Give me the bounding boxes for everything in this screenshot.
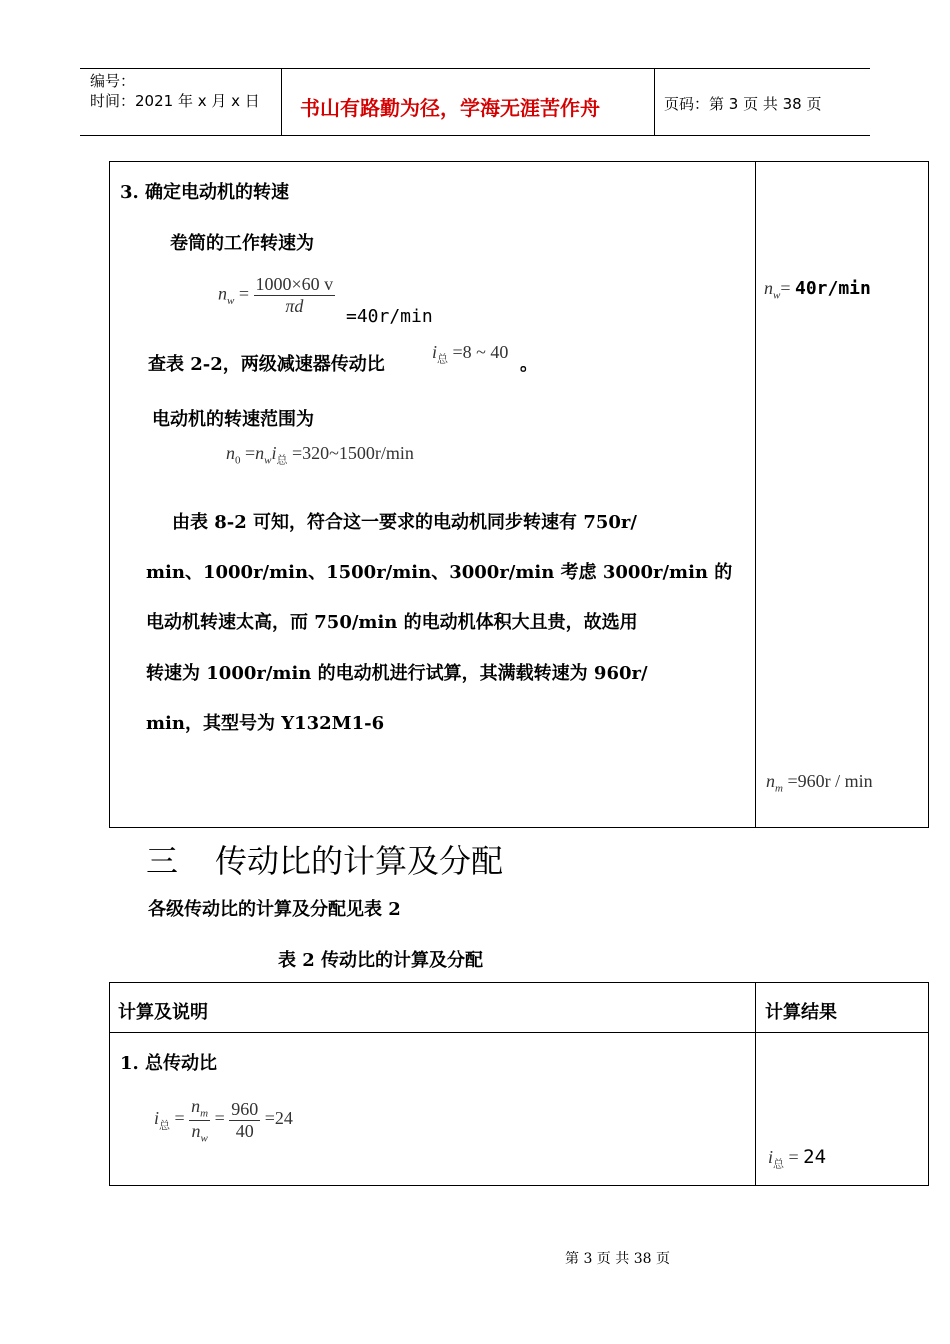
header-number-label: 编号： (90, 72, 136, 90)
nw-numerator: 1000×60 v (255, 274, 334, 294)
ratio-line-prefix: 查表 2-2，两级减速器传动比 (148, 354, 385, 375)
ratio-value: =8 ~ 40 (452, 342, 509, 362)
paragraph-line-5: min，其型号为 Y132M1-6 (146, 713, 385, 734)
paragraph-line-3: 电动机转速太高，而 750/min 的电动机体积大且贵，故选用 (146, 612, 638, 633)
nw-sub: w (227, 295, 235, 308)
nw-denominator: πd (285, 296, 304, 316)
ratio-line (148, 350, 385, 376)
total-ratio-result-value: 24 (803, 1146, 827, 1168)
table2-item-title: 1. 总传动比 (120, 1053, 218, 1074)
nw-symbol: n (218, 283, 227, 304)
total-ratio-formula-result: =24 (264, 1108, 293, 1129)
table2-col1-header: 计算及说明 (118, 1002, 208, 1023)
footer-page-number: 第 3 页 共 38 页 (565, 1251, 670, 1267)
nw-formula: $n_w$ = $\frac{1000\times 60 v}{\pi d}$ (218, 274, 334, 316)
section-number: 三 (146, 842, 179, 880)
result-nw-value: 40r/min (795, 278, 871, 299)
section-title: 传动比的计算及分配 (215, 842, 504, 880)
motor-range-line: 电动机的转速范围为 (152, 409, 314, 430)
ratio-fraction-symbols: $\frac{n_m}{n_w}$ (191, 1096, 209, 1145)
header-page-info: 页码：第 3 页 共 38 页 (664, 95, 822, 113)
ratio-fraction-numbers: $\frac{960}{40}$ (231, 1098, 259, 1141)
result-nw: $n_w= 40r/\min$ (764, 278, 871, 302)
total-ratio-formula: $i_总$ = $\frac{n_m}{n_w}$ = $\frac{960}{40}$ =24 (154, 1096, 293, 1145)
table2-col2-header: 计算结果 (765, 1002, 837, 1023)
n0-value: =320~1500r/min (292, 443, 414, 463)
header-divider-1 (281, 68, 282, 136)
nw-result-inline: =40r/min (346, 306, 433, 327)
table1-column-divider (755, 161, 756, 828)
result-nm-value: =960r / min (787, 771, 873, 791)
paragraph-line-2: min、1000r/min、1500r/min、3000r/min 考虑 3000r/min 的 (146, 562, 733, 583)
table2-column-divider (755, 982, 756, 1186)
table2-caption: 表 2 传动比的计算及分配 (278, 950, 484, 971)
n0-formula: $n_0 =n_wi_总$ =320~1500r/min (226, 443, 414, 467)
ratio-line-suffix: 。 (520, 354, 538, 375)
drum-speed-line: 卷筒的工作转速为 (170, 233, 314, 254)
step-title: 3. 确定电动机的转速 (120, 182, 290, 203)
header-divider-2 (654, 68, 655, 136)
ratio-formula (432, 342, 508, 367)
section-intro: 各级传动比的计算及分配见表 2 (148, 899, 401, 920)
header-top-rule (80, 68, 870, 69)
result-nm: $n_m =960r / \min$ (766, 771, 873, 795)
ratio-sub: 总 (437, 353, 449, 366)
paragraph-line-1: 由表 8-2 可知，符合这一要求的电动机同步转速有 750r/ (172, 512, 637, 533)
header-motto: 书山有路勤为径，学海无涯苦作舟 (300, 96, 600, 120)
header-date: 时间：2021 年 x 月 x 日 (90, 92, 260, 110)
paragraph-line-4: 转速为 1000r/min 的电动机进行试算，其满载转速为 960r/ (146, 663, 648, 684)
table2-header-rule (109, 1032, 929, 1033)
header-bottom-rule (80, 135, 870, 136)
total-ratio-result: $i_总 = 24$ (768, 1146, 827, 1171)
ratio-symbol: i (432, 342, 438, 362)
nw-fraction (254, 274, 336, 317)
